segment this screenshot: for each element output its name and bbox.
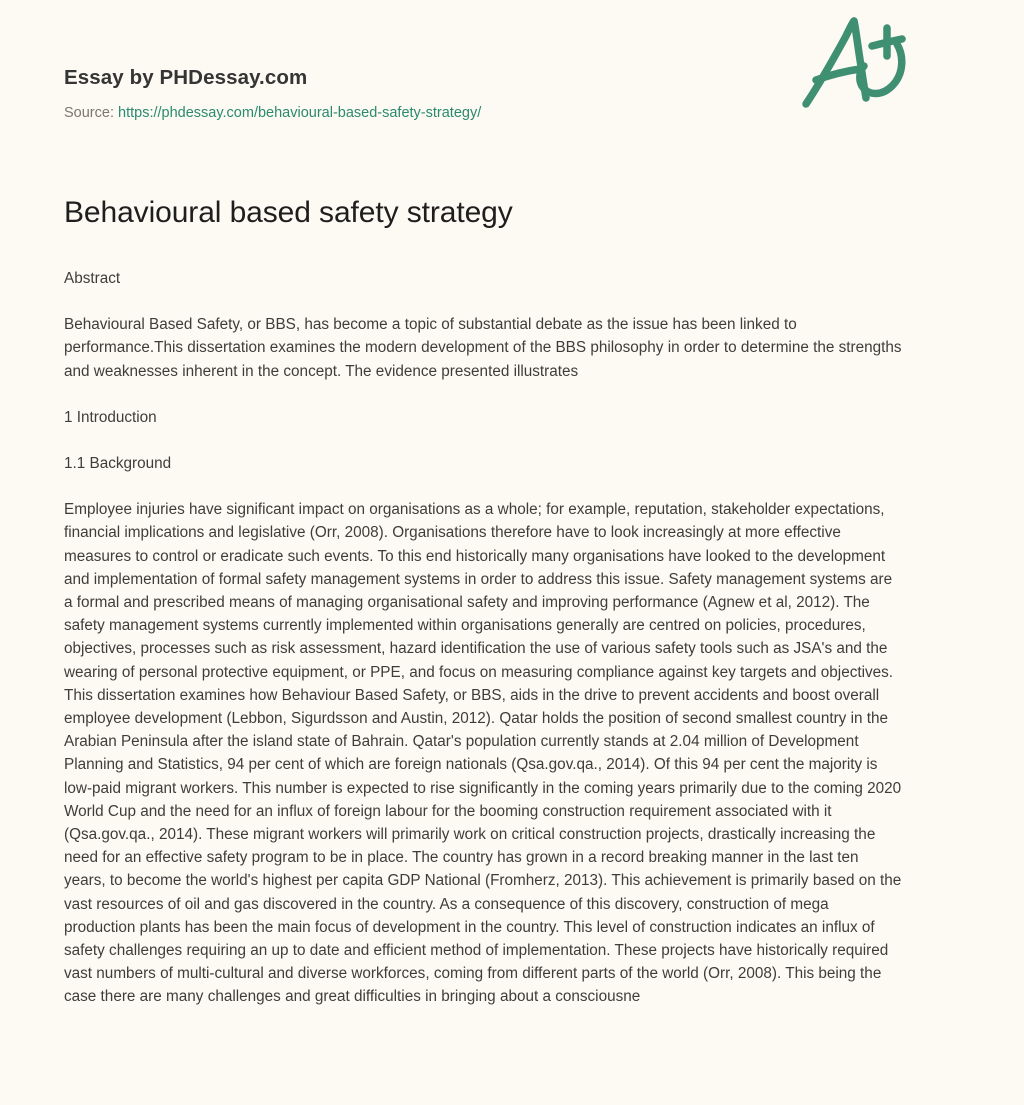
essay-body	[64, 267, 904, 1009]
spacer	[64, 429, 904, 452]
body-paragraph-2: This dissertation examines how Behaviour Based Safety, or BBS, aids in the drive to prevent accidents and boost overall employee development (Lebbon, Sigurdsson and Austin, 2012). Qatar holds the position of second smallest country in the Arabian Peninsula after the island state of Bahrain. Qatar's population currently stands at 2.04 million of Development Planning and Statistics, 94 per cent of which are foreign nationals (Qsa.gov.qa., 2014). Of this 94 per cent the majority is low-paid migrant workers. This number is expected to rise significantly in the coming years primarily due to the coming 2020 World Cup and the need for an influx of foreign labour for the booming construction requirement associated with it (Qsa.gov.qa., 2014). These migrant workers will primarily work on critical construction projects, drastically increasing the need for an effective safety program to be in place. The country has grown in a record breaking manner in the last ten years, to become the world's highest per capita GDP National (Fromherz, 2013). This achievement is primarily based on the vast resources of oil and gas discovered in the country. As a consequence of this discovery, construction of mega production plants has been the main focus of development in the country. This level of construction indicates an influx of safety challenges requiring an up to date and efficient method of implementation. These projects have historically required vast numbers of multi-cultural and diverse workforces, coming from different parts of the world (Orr, 2008). This being the case there are many challenges and great difficulties in bringing about a consciousne	[64, 686, 902, 1006]
source-label: Source:	[64, 104, 114, 121]
page-masthead	[64, 0, 960, 122]
spacer	[64, 290, 904, 313]
page-title: Behavioural based safety strategy	[64, 196, 513, 230]
abstract-paragraph: Behavioural Based Safety, or BBS, has become a topic of substantial debate as the issue has been linked to performance.This dissertation examines the modern development of the BBS philosophy in order to determine the strengths and weaknesses inherent in the concept. The evidence presented illustrates	[64, 316, 902, 380]
section-heading-introduction: 1 Introduction	[64, 408, 157, 426]
spacer	[64, 475, 904, 498]
body-paragraph-1: Employee injuries have significant impact on organisations as a whole; for example, reputation, stakeholder expectations, financial implications and legislative (Orr, 2008). Organisations therefore have to look increasingly at more effective measures to control or eradicate such events. To this end historically many organisations have looked to the development and implementation of formal safety management systems in order to address this issue. Safety management systems are a formal and prescribed means of managing organisational safety and improving performance (Agnew et al, 2012). The safety management systems currently implemented within organisations generally are centred on policies, procedures, objectives, processes such as risk assessment, hazard identification the use of various safety tools such as JSA's and the wearing of personal protective equipment, or PPE, and focus on measuring compliance against key targets and objectives.	[64, 501, 894, 681]
subsection-heading-background: 1.1 Background	[64, 454, 172, 472]
brand-title: Essay by PHDessay.com	[64, 66, 308, 89]
spacer	[64, 383, 904, 406]
aplus-logo-icon	[792, 8, 914, 120]
source-url-link[interactable]: https://phdessay.com/behavioural-based-safety-strategy/	[118, 104, 482, 121]
abstract-heading: Abstract	[64, 269, 121, 287]
